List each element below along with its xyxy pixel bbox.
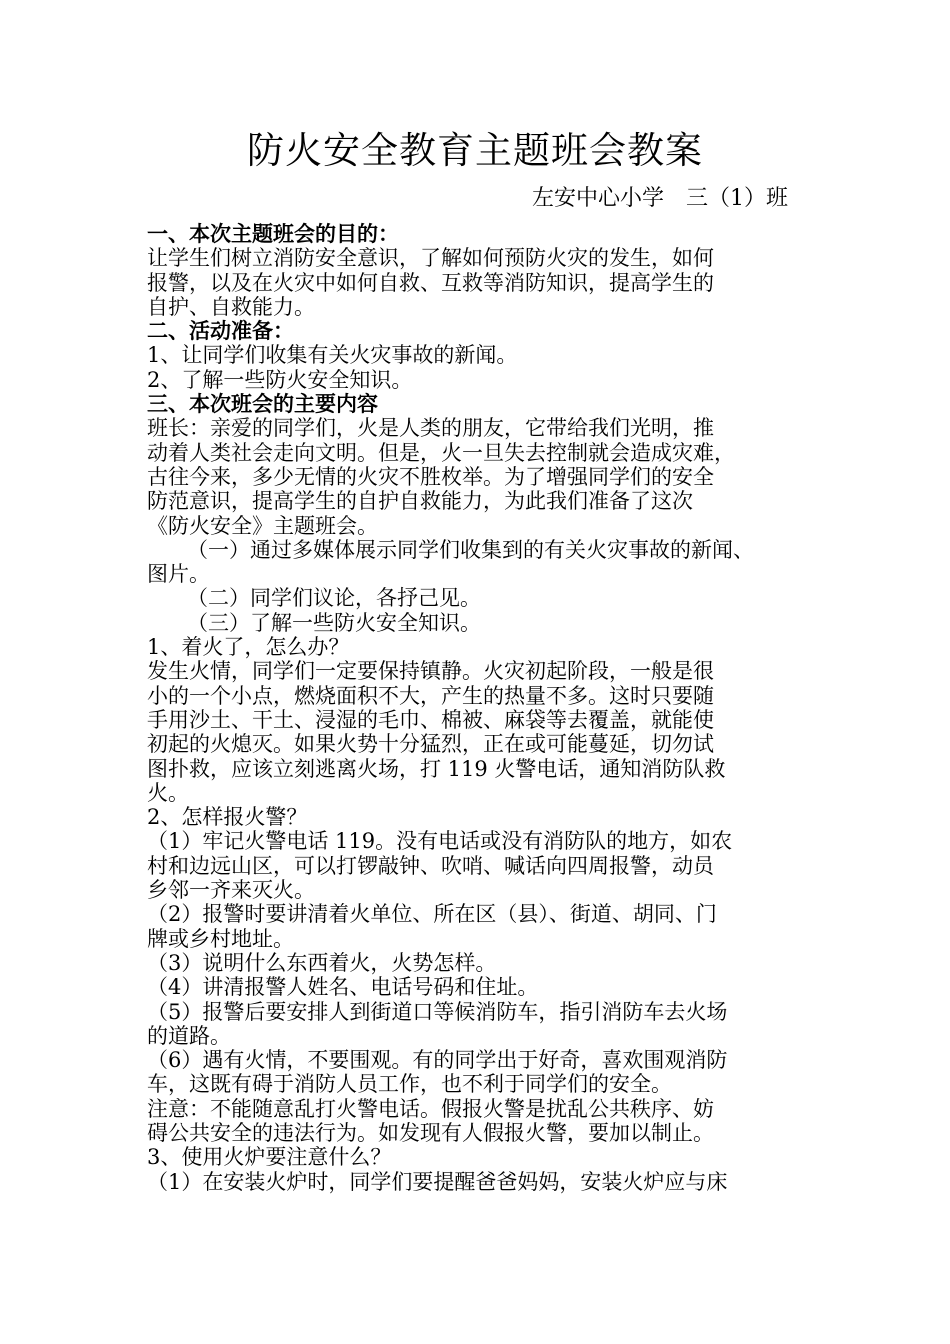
paragraph-line: 2、了解一些防火安全知识。	[147, 367, 413, 392]
paragraph-line: 1、让同学们收集有关火灾事故的新闻。	[147, 343, 518, 368]
paragraph-line: 乡邻一齐来灭火。	[147, 878, 315, 903]
paragraph-line: （1）牢记火警电话 119。没有电话或没有消防队的地方，如农	[147, 829, 733, 854]
section-heading: 一、本次主题班会的目的：	[147, 221, 399, 246]
paragraph-line: 手用沙土、干土、浸湿的毛巾、棉被、麻袋等去覆盖，就能使	[147, 707, 714, 732]
paragraph-line: 让学生们树立消防安全意识，了解如何预防火灾的发生，如何	[147, 246, 714, 271]
paragraph-line: 报警，以及在火灾中如何自救、互救等消防知识，提高学生的	[147, 270, 714, 295]
paragraph-line: 注意：不能随意乱打火警电话。假报火警是扰乱公共秩序、妨	[147, 1096, 714, 1121]
paragraph-line: 小的一个小点，燃烧面积不大，产生的热量不多。这时只要随	[147, 683, 714, 708]
paragraph-line: 火。	[147, 780, 189, 805]
paragraph-line: （6）遇有火情，不要围观。有的同学出于好奇，喜欢围观消防	[147, 1048, 728, 1073]
paragraph-line: 古往今来，多少无情的火灾不胜枚举。为了增强同学们的安全	[147, 464, 714, 489]
paragraph-line: 1、着火了，怎么办？	[147, 635, 350, 660]
paragraph-line: 村和边远山区，可以打锣敲钟、吹哨、喊话向四周报警，动员	[147, 853, 714, 878]
paragraph-line: （1）在安装火炉时，同学们要提醒爸爸妈妈，安装火炉应与床	[147, 1169, 728, 1194]
paragraph-line: 图片。	[147, 562, 210, 587]
paragraph-line: 图扑救，应该立刻逃离火场，打 119 火警电话，通知消防队救	[147, 756, 726, 781]
paragraph-line: （三）了解一些防火安全知识。	[187, 610, 481, 635]
paragraph-line: 防范意识，提高学生的自护自救能力，为此我们准备了这次	[147, 489, 693, 514]
paragraph-line: （4）讲清报警人姓名、电话号码和住址。	[147, 975, 539, 1000]
document-body	[147, 222, 807, 1194]
paragraph-line: （2）报警时要讲清着火单位、所在区（县）、街道、胡同、门	[147, 902, 717, 927]
section-heading: 三、本次班会的主要内容	[147, 391, 378, 417]
paragraph-line: （3）说明什么东西着火，火势怎样。	[147, 950, 497, 975]
paragraph-line: 牌或乡村地址。	[147, 926, 294, 951]
document-subtitle: 左安中心小学 三（1）班	[532, 186, 788, 211]
paragraph-line: 发生火情，同学们一定要保持镇静。火灾初起阶段，一般是很	[147, 659, 714, 684]
paragraph-line: 《防火安全》主题班会。	[147, 513, 378, 538]
paragraph-line: 班长：亲爱的同学们，火是人类的朋友，它带给我们光明，推	[147, 416, 714, 441]
paragraph-line: 2、怎样报火警？	[147, 805, 308, 830]
paragraph-line: 碍公共安全的违法行为。如发现有人假报火警，要加以制止。	[147, 1120, 714, 1145]
paragraph-line: 的道路。	[147, 1023, 231, 1048]
paragraph-line: （一）通过多媒体展示同学们收集到的有关火灾事故的新闻、	[187, 537, 754, 562]
paragraph-line: 初起的火熄灭。如果火势十分猛烈，正在或可能蔓延，切勿试	[147, 732, 714, 757]
paragraph-line: （二）同学们议论，各抒己见。	[187, 586, 481, 611]
paragraph-line: 自护、自救能力。	[147, 294, 315, 319]
paragraph-line: 车，这既有碍于消防人员工作，也不利于同学们的安全。	[147, 1072, 672, 1097]
section-heading: 二、活动准备：	[147, 318, 294, 344]
paragraph-line: 动着人类社会走向文明。但是，火一旦失去控制就会造成灾难，	[147, 440, 735, 465]
document-title: 防火安全教育主题班会教案	[247, 129, 703, 172]
paragraph-line: （5）报警后要安排人到街道口等候消防车，指引消防车去火场	[147, 999, 728, 1024]
paragraph-line: 3、使用火炉要注意什么？	[147, 1145, 392, 1170]
